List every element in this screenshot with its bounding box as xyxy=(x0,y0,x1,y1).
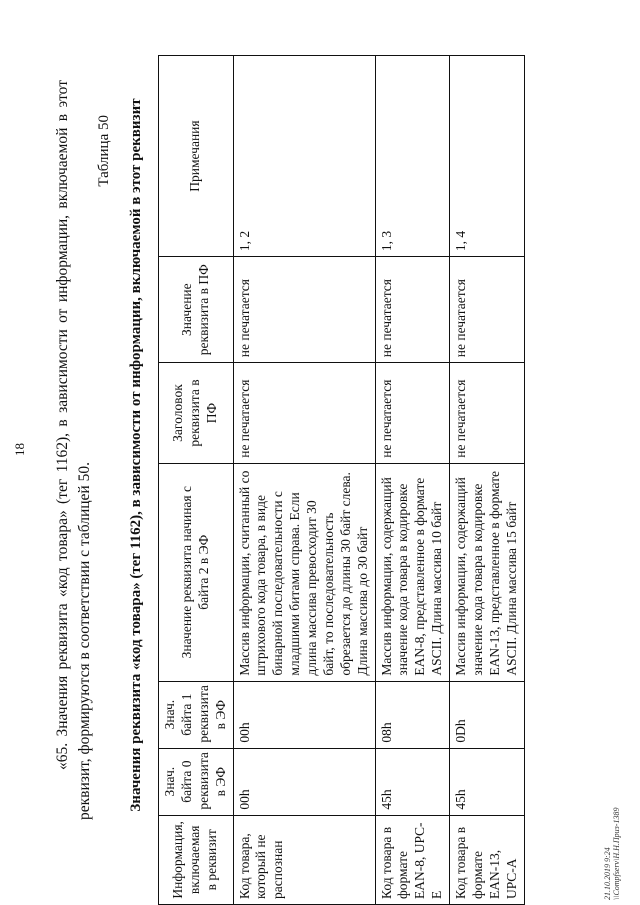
cell-value: Массив информации, считанный со штрихового кода товара, в виде бинарной последовательности с младшими битами справа. Если длина массива превосходит 30 байт, то последовательность обрезается до длины 30 байт слева. Длина массива до 30 байт xyxy=(233,463,375,681)
cell-value-pf: не печатается xyxy=(375,257,450,363)
cell-byte0: 45h xyxy=(450,748,525,815)
stamp-date: 21.10.2019 9:24 xyxy=(603,847,612,900)
table-row xyxy=(233,56,375,905)
cell-value: Массив информации, содержащий значение кода товара в кодировке EAN-8, представленное в формате ASCII. Длина массива 10 байт xyxy=(375,463,450,681)
cell-byte0: 45h xyxy=(375,748,450,815)
cell-value-pf: не печатается xyxy=(450,257,525,363)
header-byte1: Знач. байта 1 реквизита в ЭФ xyxy=(159,681,234,748)
table-row xyxy=(450,56,525,905)
cell-byte1: 0Dh xyxy=(450,681,525,748)
header-header-pf: Заголовок реквизита в ПФ xyxy=(159,363,234,464)
cell-byte1: 08h xyxy=(375,681,450,748)
requisite-values-table xyxy=(158,55,525,905)
cell-info: Код товара в формате EAN-13, UPC-A xyxy=(450,815,525,904)
header-info: Информация, включаемая в реквизит xyxy=(159,815,234,904)
header-value: Значение реквизита начиная с байта 2 в ЭФ xyxy=(159,463,234,681)
cell-notes: 1, 4 xyxy=(450,56,525,257)
cell-byte1: 00h xyxy=(233,681,375,748)
print-stamp xyxy=(604,808,622,900)
cell-info: Код товара в формате EAN-8, UPC-E xyxy=(375,815,450,904)
header-notes: Примечания xyxy=(159,56,234,257)
table-header-row xyxy=(159,56,234,905)
cell-byte0: 00h xyxy=(233,748,375,815)
page-number: 18 xyxy=(12,443,27,456)
stamp-path: \\Compfserv\Н.Н.Приз-1389 xyxy=(611,807,621,900)
table-row xyxy=(375,56,450,905)
header-byte0: Знач. байта 0 реквизита в ЭФ xyxy=(159,748,234,815)
cell-value: Массив информации, содержащий значение кода товара в кодировке EAN-13, представленное в формате ASCII. Длина массива 15 байт xyxy=(450,463,525,681)
table-label: Таблица 50 xyxy=(96,115,112,187)
cell-header-pf: не печатается xyxy=(450,363,525,464)
table-title: Значения реквизита «код товара» (тег 1162), в зависимости от информации, включаемой в этот реквизит xyxy=(128,98,144,812)
cell-header-pf: не печатается xyxy=(233,363,375,464)
intro-paragraph: «65. Значения реквизита «код товара» (тег 1162), в зависимости от информации, включаемой в этот реквизит, формируются в соответствии с таблицей 50. xyxy=(53,80,93,820)
cell-header-pf: не печатается xyxy=(375,363,450,464)
cell-notes: 1, 2 xyxy=(233,56,375,257)
cell-info: Код товара, который не распознан xyxy=(233,815,375,904)
cell-notes: 1, 3 xyxy=(375,56,450,257)
header-value-pf: Значение реквизита в ПФ xyxy=(159,257,234,363)
cell-value-pf: не печатается xyxy=(233,257,375,363)
